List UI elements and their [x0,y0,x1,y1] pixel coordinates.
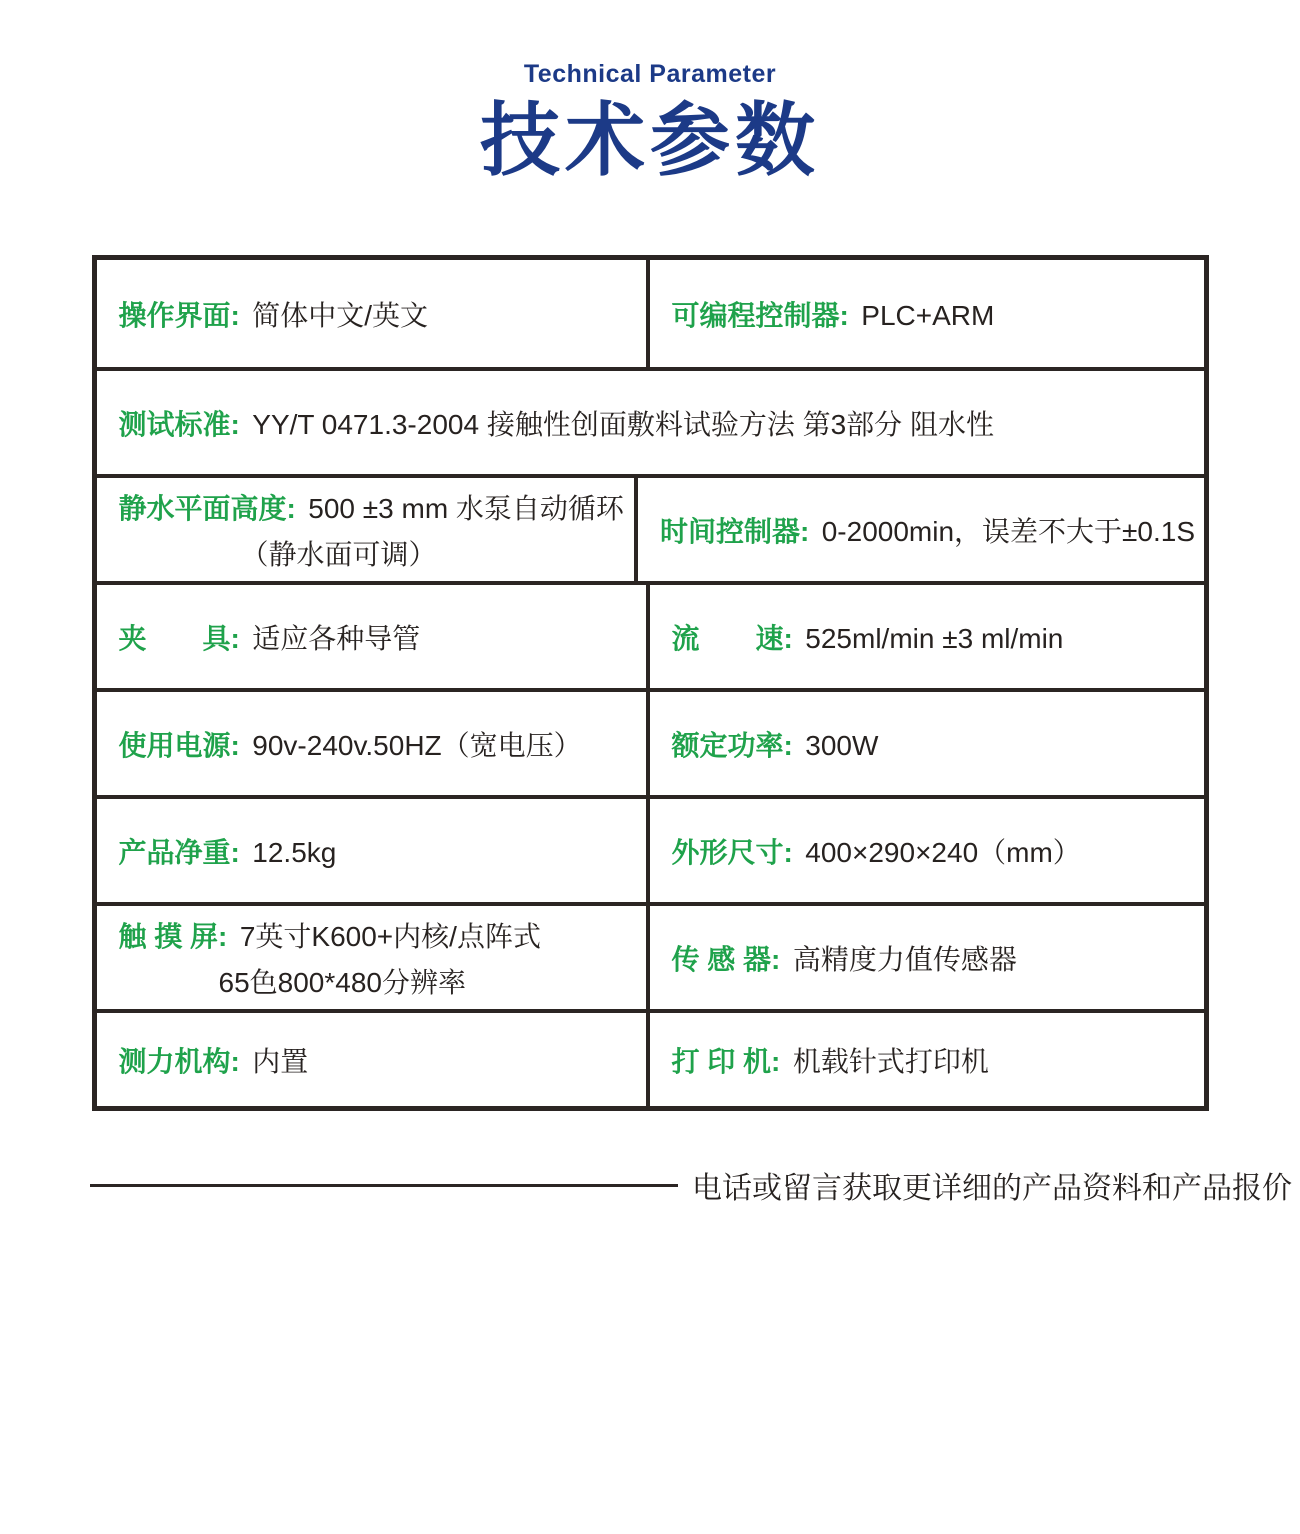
spec-value: 300W [805,729,879,761]
spec-label: 打 印 机: [671,1045,781,1077]
table-row [97,1009,1204,1106]
spec-label: 传 感 器: [671,943,781,975]
cell-programmable-controller [650,260,1204,367]
cell-rated-power [650,692,1204,795]
table-row [97,688,1204,795]
divider-line [90,1184,678,1187]
spec-value: 7英寸K600+内核/点阵式 [239,920,541,952]
spec-value: 400×290×240（mm） [805,836,1081,868]
spec-value: 12.5kg [252,836,337,868]
cell-time-controller [638,478,1205,581]
spec-label: 操作界面: [118,299,240,331]
cell-fixture [97,585,650,688]
cell-net-weight [97,799,650,902]
spec-label: 外形尺寸: [671,836,793,868]
footer-note: 电话或留言获取更详细的产品资料和产品报价 [692,1172,1292,1205]
spec-label: 额定功率: [671,729,793,761]
spec-value: PLC+ARM [861,299,995,331]
footer [0,1163,1300,1207]
spec-value: 90v-240v.50HZ（宽电压） [252,729,582,761]
table-row [97,474,1204,581]
cell-force-mechanism [97,1013,650,1106]
subtitle-en: Technical Parameter [523,60,777,88]
cell-flow-rate [650,585,1204,688]
spec-table [92,255,1209,1111]
cell-operation-interface [97,260,650,367]
spec-label: 流 速: [671,622,793,654]
table-row [97,902,1204,1009]
spec-value: 简体中文/英文 [252,299,429,331]
cell-dimensions [650,799,1204,902]
spec-label: 时间控制器: [659,515,810,547]
spec-label: 触 摸 屏: [118,920,228,952]
cell-test-standard [97,371,1204,474]
spec-value: 525ml/min ±3 ml/min [805,622,1064,654]
cell-printer [650,1013,1204,1106]
spec-label: 可编程控制器: [671,299,849,331]
page-title: 技术参数 [480,96,820,185]
cell-sensor [650,906,1204,1009]
spec-label: 夹 具: [118,622,240,654]
spec-label: 产品净重: [118,836,240,868]
cell-power-supply [97,692,650,795]
spec-value: 高精度力值传感器 [792,943,1017,975]
cell-touch-screen [97,906,650,1009]
spec-label: 使用电源: [118,729,240,761]
spec-value: 机载针式打印机 [792,1045,989,1077]
cell-still-water-level [97,478,638,581]
table-row [97,581,1204,688]
spec-value-line2: （静水面可调） [240,538,437,570]
technical-parameter-sheet [0,60,1300,1207]
spec-value: 0-2000min，误差不大于±0.1S [821,515,1195,547]
table-row [97,795,1204,902]
spec-value-line2: 65色800*480分辨率 [218,966,466,998]
spec-label: 测试标准: [118,408,240,440]
table-row [97,260,1204,367]
table-row [97,367,1204,474]
spec-value: 适应各种导管 [252,622,421,654]
spec-label: 静水平面高度: [118,492,296,524]
spec-value: 500 ±3 mm 水泵自动循环 [308,492,624,524]
spec-label: 测力机构: [118,1045,240,1077]
spec-value: YY/T 0471.3-2004 接触性创面敷料试验方法 第3部分 阻水性 [252,408,994,440]
spec-value: 内置 [252,1045,309,1077]
